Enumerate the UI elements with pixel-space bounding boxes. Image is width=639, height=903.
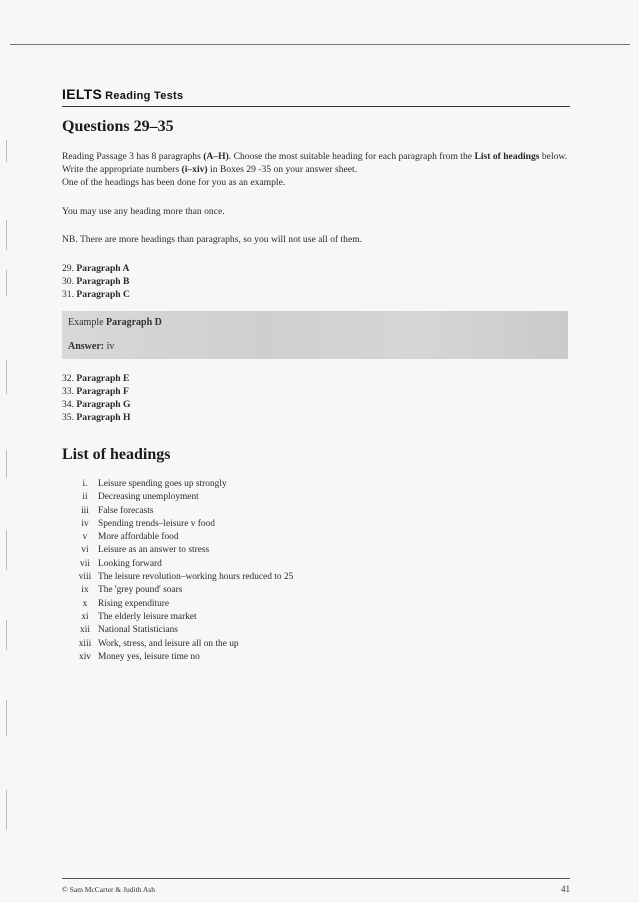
list-item: 30. Paragraph B: [62, 276, 130, 287]
heading-item: xi The elderly leisure market: [81, 611, 197, 622]
heading-item: x Rising expenditure: [82, 598, 170, 609]
binding-margin-marks: [2, 100, 14, 880]
list-item: 29. Paragraph A: [62, 263, 130, 274]
heading-item: i. Leisure spending goes up strongly: [82, 479, 227, 489]
section-title: Questions 29–35: [62, 118, 174, 135]
heading-item: iii False forecasts: [81, 505, 154, 516]
heading-item: iv Spending trends–leisure v food: [81, 518, 215, 529]
page-number: 41: [561, 884, 570, 894]
heading-item: xiii Work, stress, and leisure all on the up: [78, 638, 239, 649]
list-item: 33. Paragraph F: [62, 386, 129, 397]
list-item: 31. Paragraph C: [62, 289, 130, 300]
heading-item: vi Leisure as an answer to stress: [81, 545, 210, 556]
example-line: Example Paragraph D: [68, 317, 162, 328]
questions-list-a: [62, 262, 130, 301]
list-item: 34. Paragraph G: [62, 399, 131, 410]
list-of-headings-title: List of headings: [62, 446, 171, 463]
page-footer: [62, 878, 570, 893]
heading-item: xiv Money yes, leisure time no: [79, 651, 200, 662]
heading-item: ii Decreasing unemployment: [82, 492, 199, 503]
headings-list: [76, 478, 293, 664]
instructions-paragraph: Reading Passage 3 has 8 paragraphs (A–H). Choose the most suitable heading for each paragraph from the List of headings below. Write the appropriate numbers (i–xiv) in Boxes 29 -35 on your answer sheet. One of the headings has been done for you as an example.: [62, 151, 568, 188]
example-box: [62, 311, 568, 359]
heading-item: v More affordable food: [82, 532, 179, 543]
page-header: [62, 86, 570, 107]
brand-logo: IELTS Reading Tests: [62, 86, 184, 102]
heading-item: xii National Statisticians: [80, 625, 178, 636]
heading-item: ix The 'grey pound' soars: [81, 585, 183, 596]
list-item: 35. Paragraph H: [62, 412, 131, 423]
copyright-text: © Sam McCarter & Judith Ash: [62, 885, 155, 894]
instructions-nb: NB. There are more headings than paragraphs, so you will not use all of them.: [62, 234, 363, 245]
heading-item: viii The leisure revolution–working hours reduced to 25: [78, 572, 294, 583]
example-answer-line: Answer: iv: [68, 341, 115, 352]
top-scan-rule: [10, 44, 630, 45]
list-item: 32. Paragraph E: [62, 373, 130, 384]
instructions-note: You may use any heading more than once.: [62, 206, 225, 217]
heading-item: vii Looking forward: [80, 558, 162, 569]
questions-list-b: [62, 372, 131, 424]
